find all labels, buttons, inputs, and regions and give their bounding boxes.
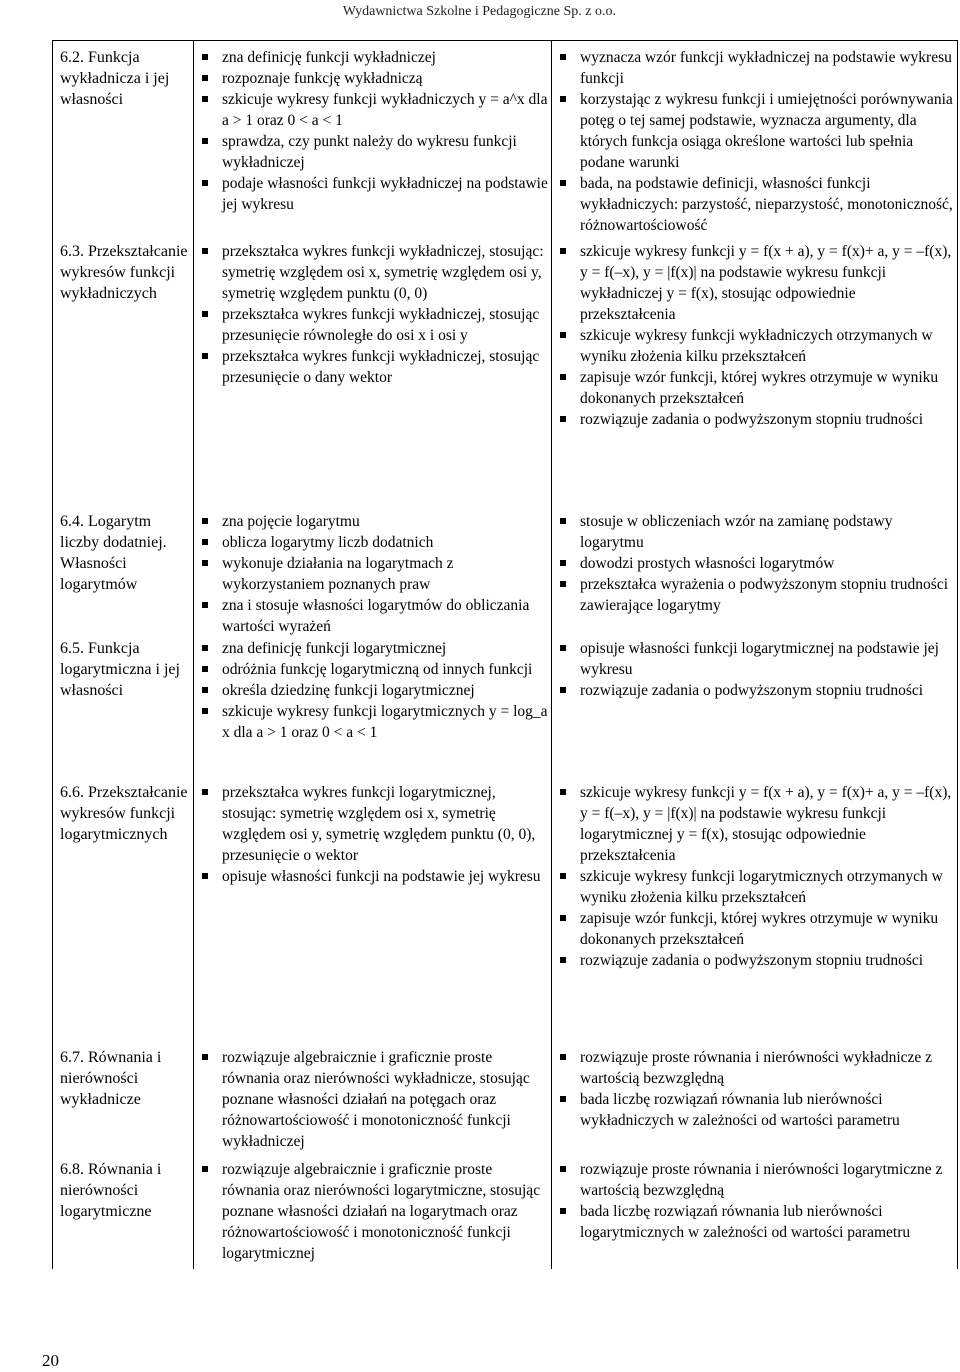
basic-requirements (200, 47, 548, 215)
list-item: rozwiązuje proste równania i nierówności wykładnicze z wartością bezwzględną (558, 1047, 954, 1089)
curriculum-table (52, 40, 958, 1269)
topic-cell: 6.5. Funkcja logarytmiczna i jej własności (60, 640, 180, 699)
topic-cell: 6.6. Przekształcanie wykresów funkcji logarytmicznych (60, 784, 188, 843)
page-number: 20 (42, 1351, 59, 1370)
list-item: rozwiązuje algebraicznie i graficznie proste równania oraz nierówności logarytmiczne, stosując poznane własności działań na logarytmach oraz różnowartościowość i monotoniczność funkcji logarytmicznej (200, 1159, 548, 1264)
list-item: przekształca wykres funkcji wykładniczej, stosując: symetrię względem osi x, symetrię względem osi y, symetrię względem punktu (0, 0) (200, 241, 548, 304)
list-item: wykonuje działania na logarytmach z wykorzystaniem poznanych praw (200, 553, 548, 595)
topic-cell: 6.2. Funkcja wykładnicza i jej własności (60, 49, 170, 108)
extended-requirements (558, 782, 954, 971)
list-item: zna definicję funkcji wykładniczej (200, 47, 548, 68)
list-item: rozpoznaje funkcję wykładniczą (200, 68, 548, 89)
extended-requirements (558, 1047, 954, 1131)
basic-requirements (200, 241, 548, 388)
basic-requirements (200, 1159, 548, 1264)
list-item: rozwiązuje zadania o podwyższonym stopniu trudności (558, 950, 954, 971)
list-item: przekształca wyrażenia o podwyższonym stopniu trudności zawierające logarytmy (558, 574, 954, 616)
list-item: dowodzi prostych własności logarytmów (558, 553, 954, 574)
list-item: zapisuje wzór funkcji, której wykres otrzymuje w wyniku dokonanych przekształceń (558, 908, 954, 950)
list-item: oblicza logarytmy liczb dodatnich (200, 532, 548, 553)
extended-requirements (558, 1159, 954, 1243)
list-item: szkicuje wykresy funkcji y = f(x + a), y = f(x)+ a, y = –f(x), y = f(–x), y = |f(x)| na podstawie wykresu funkcji logarytmicznej y = f(x), stosując odpowiednie przekształcenia (558, 782, 954, 866)
extended-requirements (558, 638, 954, 701)
topic-cell: 6.4. Logarytm liczby dodatniej. Własności logarytmów (60, 513, 167, 593)
topic-cell: 6.8. Równania i nierówności logarytmiczne (60, 1161, 162, 1220)
list-item: określa dziedzinę funkcji logarytmicznej (200, 680, 548, 701)
list-item: odróżnia funkcję logarytmiczną od innych funkcji (200, 659, 548, 680)
table-border-left (52, 41, 53, 1269)
column-divider-1 (193, 41, 194, 1269)
list-item: szkicuje wykresy funkcji logarytmicznych otrzymanych w wyniku złożenia kilku przekształceń (558, 866, 954, 908)
list-item: zna pojęcie logarytmu (200, 511, 548, 532)
list-item: szkicuje wykresy funkcji wykładniczych y = a^x dla a > 1 oraz 0 < a < 1 (200, 89, 548, 131)
list-item: zapisuje wzór funkcji, której wykres otrzymuje w wyniku dokonanych przekształceń (558, 367, 954, 409)
list-item: bada liczbę rozwiązań równania lub nierówności logarytmicznych w zależności od wartości parametru (558, 1201, 954, 1243)
list-item: zna i stosuje własności logarytmów do obliczania wartości wyrażeń (200, 595, 548, 637)
list-item: opisuje własności funkcji logarytmicznej na podstawie jej wykresu (558, 638, 954, 680)
publisher-header: Wydawnictwa Szkolne i Pedagogiczne Sp. z o.o. (342, 4, 616, 19)
table-border-right (957, 41, 958, 1269)
list-item: rozwiązuje zadania o podwyższonym stopniu trudności (558, 409, 954, 430)
list-item: zna definicję funkcji logarytmicznej (200, 638, 548, 659)
basic-requirements (200, 511, 548, 637)
list-item: szkicuje wykresy funkcji y = f(x + a), y = f(x)+ a, y = –f(x), y = f(–x), y = |f(x)| na podstawie wykresu funkcji wykładniczej y = f(x), stosując odpowiednie przekształcenia (558, 241, 954, 325)
topic-cell: 6.7. Równania i nierówności wykładnicze (60, 1049, 162, 1108)
basic-requirements (200, 1047, 548, 1152)
extended-requirements (558, 511, 954, 616)
list-item: rozwiązuje zadania o podwyższonym stopniu trudności (558, 680, 954, 701)
list-item: rozwiązuje proste równania i nierówności logarytmiczne z wartością bezwzględną (558, 1159, 954, 1201)
list-item: szkicuje wykresy funkcji wykładniczych otrzymanych w wyniku złożenia kilku przekształceń (558, 325, 954, 367)
list-item: sprawdza, czy punkt należy do wykresu funkcji wykładniczej (200, 131, 548, 173)
extended-requirements (558, 241, 954, 430)
extended-requirements (558, 47, 954, 236)
list-item: przekształca wykres funkcji logarytmicznej, stosując: symetrię względem osi x, symetrię względem osi y, symetrię względem punktu (0, 0), przesunięcie o wektor (200, 782, 548, 866)
list-item: opisuje własności funkcji na podstawie jej wykresu (200, 866, 548, 887)
list-item: szkicuje wykresy funkcji logarytmicznych y = log_a x dla a > 1 oraz 0 < a < 1 (200, 701, 548, 743)
column-divider-2 (551, 41, 552, 1269)
list-item: przekształca wykres funkcji wykładniczej, stosując przesunięcie o dany wektor (200, 346, 548, 388)
list-item: stosuje w obliczeniach wzór na zamianę podstawy logarytmu (558, 511, 954, 553)
list-item: przekształca wykres funkcji wykładniczej, stosując przesunięcie równoległe do osi x i osi y (200, 304, 548, 346)
list-item: rozwiązuje algebraicznie i graficznie proste równania oraz nierówności wykładnicze, stosując poznane własności działań na potęgach oraz różnowartościowość i monotoniczność funkcji wykładniczej (200, 1047, 548, 1152)
list-item: bada liczbę rozwiązań równania lub nierówności wykładniczych w zależności od wartości parametru (558, 1089, 954, 1131)
list-item: wyznacza wzór funkcji wykładniczej na podstawie wykresu funkcji (558, 47, 954, 89)
list-item: podaje własności funkcji wykładniczej na podstawie jej wykresu (200, 173, 548, 215)
basic-requirements (200, 638, 548, 743)
basic-requirements (200, 782, 548, 887)
topic-cell: 6.3. Przekształcanie wykresów funkcji wykładniczych (60, 243, 188, 302)
list-item: korzystając z wykresu funkcji i umiejętności porównywania potęg o tej samej podstawie, wyznacza argumenty, dla których funkcja osiąga określone wartości lub spełnia podane warunki (558, 89, 954, 173)
list-item: bada, na podstawie definicji, własności funkcji wykładniczych: parzystość, nieparzystość, monotoniczność, różnowartościowość (558, 173, 954, 236)
